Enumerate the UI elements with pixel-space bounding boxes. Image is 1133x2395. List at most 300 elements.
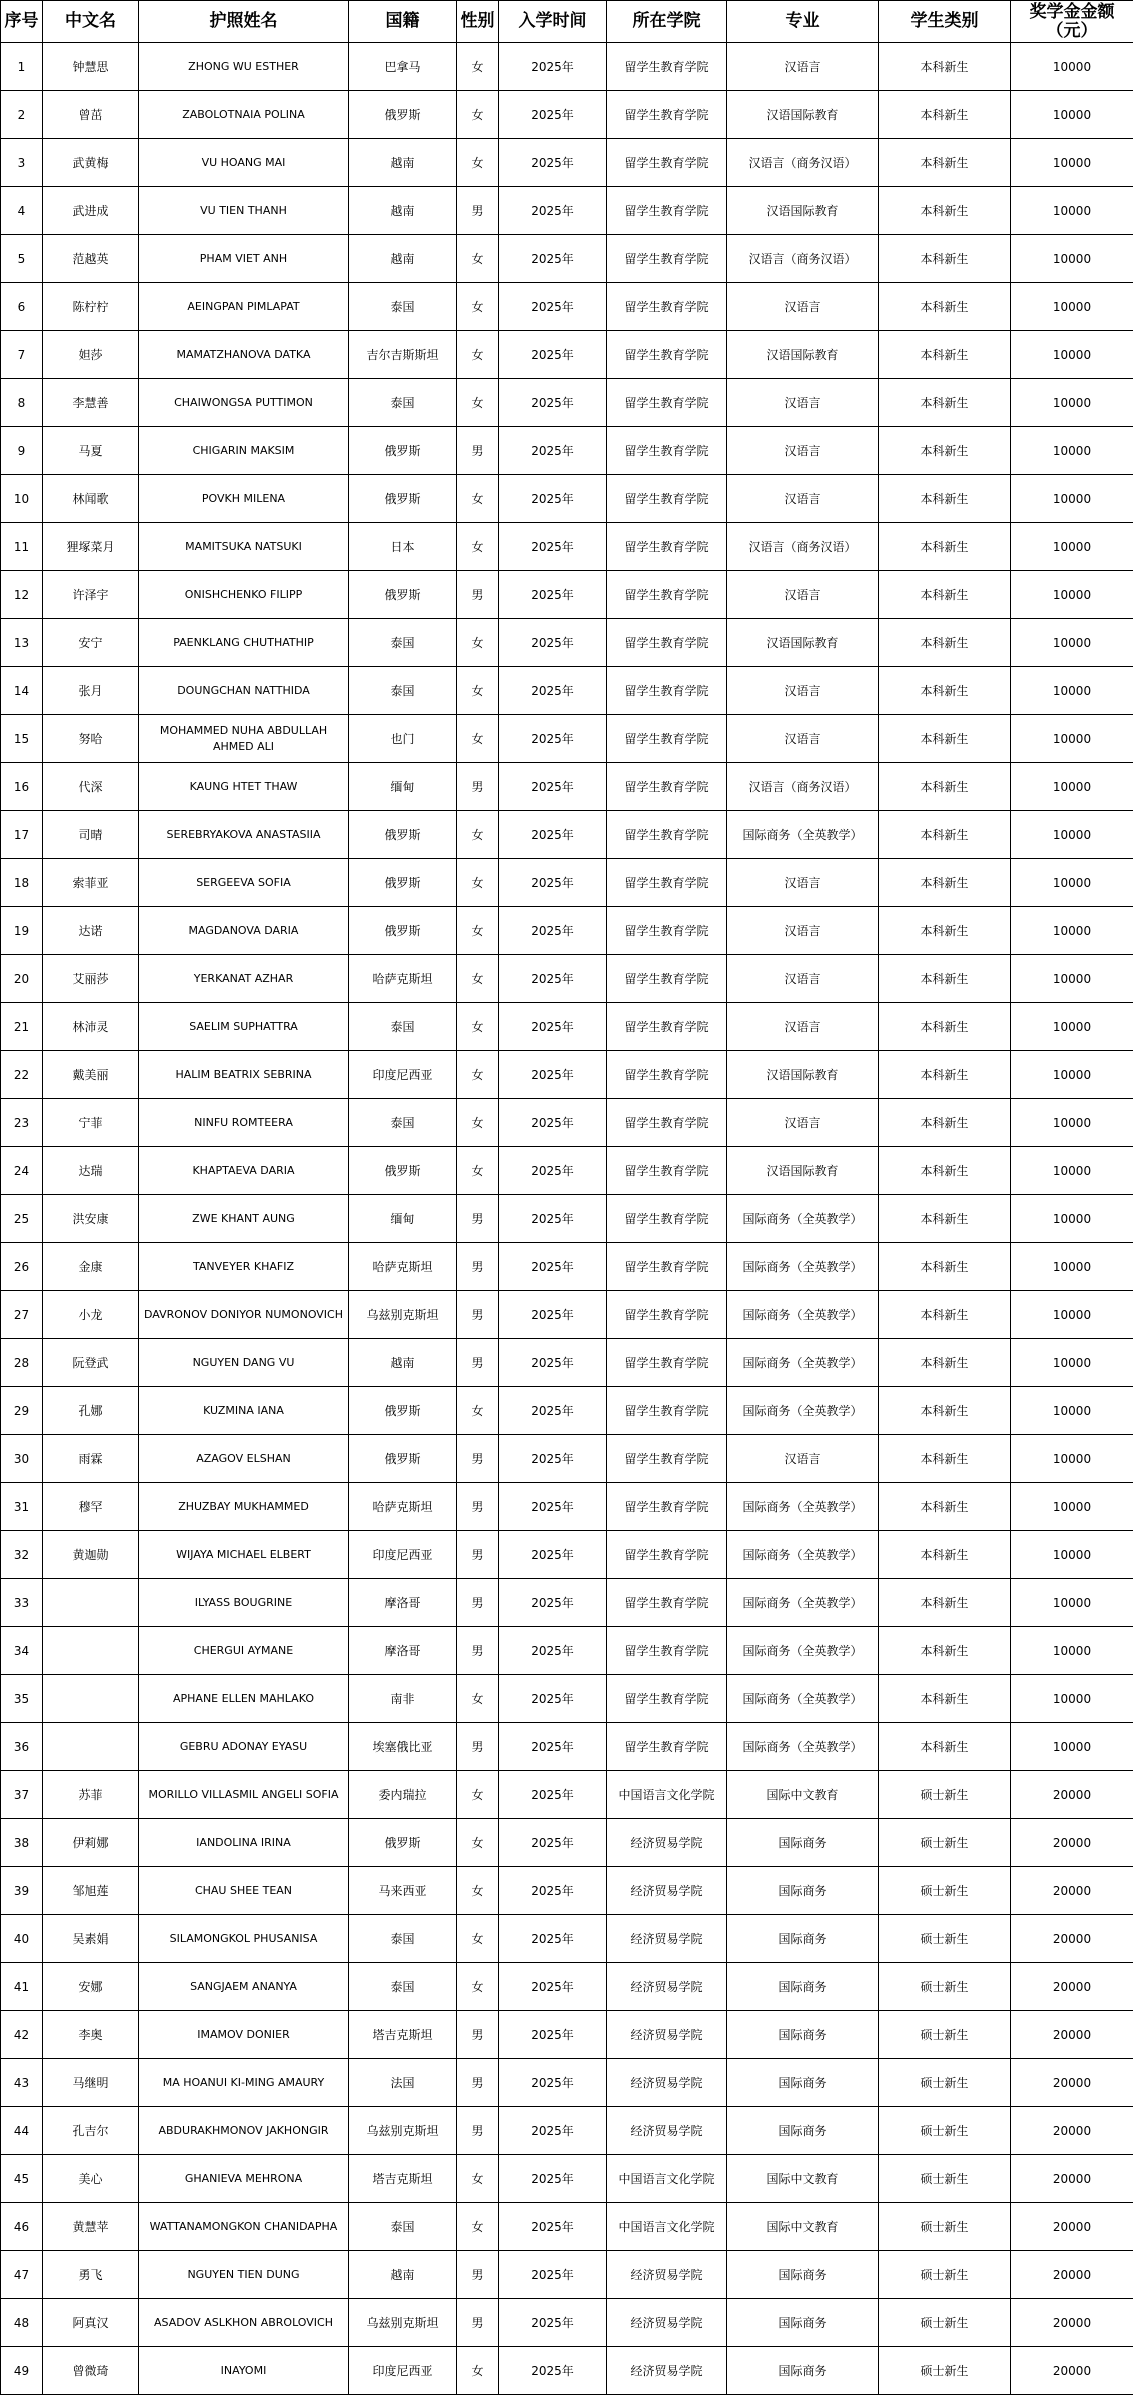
cell-college: 留学生教育学院 [607, 475, 727, 523]
cell-nationality: 越南 [349, 139, 457, 187]
cell-student-type: 本科新生 [879, 1291, 1011, 1339]
cell-passport-name: NGUYEN DANG VU [139, 1339, 349, 1387]
cell-student-type: 本科新生 [879, 1723, 1011, 1771]
cell-college: 经济贸易学院 [607, 2299, 727, 2347]
cell-chinese-name: 孔娜 [43, 1387, 139, 1435]
cell-amount: 20000 [1011, 2155, 1133, 2203]
cell-amount: 10000 [1011, 187, 1133, 235]
cell-enrollment: 2025年 [499, 2107, 607, 2155]
cell-nationality: 南非 [349, 1675, 457, 1723]
cell-gender: 女 [457, 283, 499, 331]
cell-amount: 20000 [1011, 2203, 1133, 2251]
cell-passport-name: CHIGARIN MAKSIM [139, 427, 349, 475]
cell-college: 留学生教育学院 [607, 523, 727, 571]
cell-enrollment: 2025年 [499, 1147, 607, 1195]
cell-college: 留学生教育学院 [607, 1483, 727, 1531]
cell-chinese-name: 安宁 [43, 619, 139, 667]
cell-amount: 20000 [1011, 2251, 1133, 2299]
cell-chinese-name [43, 1579, 139, 1627]
cell-enrollment: 2025年 [499, 2059, 607, 2107]
cell-student-type: 本科新生 [879, 907, 1011, 955]
cell-enrollment: 2025年 [499, 1675, 607, 1723]
cell-student-type: 本科新生 [879, 523, 1011, 571]
cell-gender: 男 [457, 427, 499, 475]
cell-index: 20 [1, 955, 43, 1003]
cell-chinese-name: 钟慧思 [43, 43, 139, 91]
cell-student-type: 本科新生 [879, 811, 1011, 859]
table-row [1, 2347, 1133, 2395]
cell-college: 留学生教育学院 [607, 571, 727, 619]
table-row [1, 571, 1133, 619]
cell-passport-name: VU TIEN THANH [139, 187, 349, 235]
cell-enrollment: 2025年 [499, 1339, 607, 1387]
cell-student-type: 硕士新生 [879, 2251, 1011, 2299]
cell-gender: 女 [457, 139, 499, 187]
cell-enrollment: 2025年 [499, 1387, 607, 1435]
cell-gender: 女 [457, 1867, 499, 1915]
cell-student-type: 硕士新生 [879, 1771, 1011, 1819]
table-row [1, 2011, 1133, 2059]
cell-nationality: 俄罗斯 [349, 811, 457, 859]
table-row [1, 1963, 1133, 2011]
cell-chinese-name: 洪安康 [43, 1195, 139, 1243]
cell-index: 21 [1, 1003, 43, 1051]
cell-amount: 20000 [1011, 1915, 1133, 1963]
table-row [1, 91, 1133, 139]
cell-enrollment: 2025年 [499, 235, 607, 283]
cell-amount: 20000 [1011, 1963, 1133, 2011]
cell-student-type: 硕士新生 [879, 2299, 1011, 2347]
cell-index: 27 [1, 1291, 43, 1339]
cell-enrollment: 2025年 [499, 1819, 607, 1867]
cell-student-type: 本科新生 [879, 1243, 1011, 1291]
cell-student-type: 本科新生 [879, 1051, 1011, 1099]
cell-student-type: 本科新生 [879, 1339, 1011, 1387]
cell-nationality: 乌兹别克斯坦 [349, 1291, 457, 1339]
cell-index: 38 [1, 1819, 43, 1867]
cell-major: 国际商务 [727, 2107, 879, 2155]
cell-major: 汉语国际教育 [727, 619, 879, 667]
cell-nationality: 巴拿马 [349, 43, 457, 91]
cell-index: 16 [1, 763, 43, 811]
cell-amount: 10000 [1011, 331, 1133, 379]
table-row [1, 427, 1133, 475]
cell-college: 经济贸易学院 [607, 1867, 727, 1915]
cell-gender: 男 [457, 187, 499, 235]
cell-amount: 10000 [1011, 811, 1133, 859]
cell-index: 37 [1, 1771, 43, 1819]
cell-student-type: 本科新生 [879, 187, 1011, 235]
cell-college: 留学生教育学院 [607, 91, 727, 139]
cell-major: 国际商务（全英教学） [727, 1387, 879, 1435]
header-chinese-name: 中文名 [43, 1, 139, 43]
cell-passport-name: KAUNG HTET THAW [139, 763, 349, 811]
cell-nationality: 俄罗斯 [349, 907, 457, 955]
cell-amount: 20000 [1011, 2347, 1133, 2395]
cell-enrollment: 2025年 [499, 2203, 607, 2251]
cell-nationality: 印度尼西亚 [349, 2347, 457, 2395]
cell-major: 汉语国际教育 [727, 1051, 879, 1099]
cell-chinese-name: 许泽宇 [43, 571, 139, 619]
cell-passport-name: CHERGUI AYMANE [139, 1627, 349, 1675]
cell-amount: 10000 [1011, 523, 1133, 571]
cell-gender: 男 [457, 1339, 499, 1387]
cell-student-type: 硕士新生 [879, 2107, 1011, 2155]
cell-nationality: 吉尔吉斯斯坦 [349, 331, 457, 379]
cell-amount: 10000 [1011, 1147, 1133, 1195]
cell-chinese-name: 苏菲 [43, 1771, 139, 1819]
cell-amount: 20000 [1011, 2299, 1133, 2347]
cell-college: 留学生教育学院 [607, 811, 727, 859]
cell-gender: 男 [457, 2299, 499, 2347]
table-row [1, 1723, 1133, 1771]
header-college: 所在学院 [607, 1, 727, 43]
cell-chinese-name: 宁菲 [43, 1099, 139, 1147]
cell-passport-name: INAYOMI [139, 2347, 349, 2395]
cell-nationality: 埃塞俄比亚 [349, 1723, 457, 1771]
cell-nationality: 法国 [349, 2059, 457, 2107]
cell-student-type: 本科新生 [879, 331, 1011, 379]
cell-major: 汉语国际教育 [727, 331, 879, 379]
cell-nationality: 印度尼西亚 [349, 1531, 457, 1579]
cell-chinese-name [43, 1627, 139, 1675]
cell-enrollment: 2025年 [499, 1099, 607, 1147]
cell-college: 中国语言文化学院 [607, 1771, 727, 1819]
cell-enrollment: 2025年 [499, 1723, 607, 1771]
cell-gender: 男 [457, 1723, 499, 1771]
table-row [1, 235, 1133, 283]
cell-college: 留学生教育学院 [607, 427, 727, 475]
cell-student-type: 硕士新生 [879, 2203, 1011, 2251]
cell-index: 25 [1, 1195, 43, 1243]
cell-college: 经济贸易学院 [607, 1819, 727, 1867]
cell-major: 国际商务（全英教学） [727, 1483, 879, 1531]
cell-index: 46 [1, 2203, 43, 2251]
cell-enrollment: 2025年 [499, 2347, 607, 2395]
cell-gender: 女 [457, 1819, 499, 1867]
cell-college: 留学生教育学院 [607, 1675, 727, 1723]
cell-nationality: 越南 [349, 1339, 457, 1387]
cell-index: 9 [1, 427, 43, 475]
cell-passport-name: SERGEEVA SOFIA [139, 859, 349, 907]
cell-student-type: 本科新生 [879, 283, 1011, 331]
cell-college: 留学生教育学院 [607, 1003, 727, 1051]
cell-chinese-name: 马继明 [43, 2059, 139, 2107]
cell-enrollment: 2025年 [499, 955, 607, 1003]
cell-index: 48 [1, 2299, 43, 2347]
cell-nationality: 泰国 [349, 619, 457, 667]
table-row [1, 715, 1133, 763]
cell-index: 2 [1, 91, 43, 139]
cell-nationality: 塔吉克斯坦 [349, 2011, 457, 2059]
cell-major: 国际商务 [727, 2251, 879, 2299]
cell-gender: 男 [457, 1579, 499, 1627]
cell-index: 23 [1, 1099, 43, 1147]
cell-nationality: 塔吉克斯坦 [349, 2155, 457, 2203]
cell-index: 28 [1, 1339, 43, 1387]
cell-gender: 男 [457, 1531, 499, 1579]
cell-student-type: 本科新生 [879, 379, 1011, 427]
cell-enrollment: 2025年 [499, 1243, 607, 1291]
cell-student-type: 本科新生 [879, 475, 1011, 523]
cell-gender: 女 [457, 2203, 499, 2251]
cell-passport-name: TANVEYER KHAFIZ [139, 1243, 349, 1291]
cell-enrollment: 2025年 [499, 1627, 607, 1675]
cell-chinese-name: 武进成 [43, 187, 139, 235]
cell-passport-name: GEBRU ADONAY EYASU [139, 1723, 349, 1771]
cell-gender: 女 [457, 955, 499, 1003]
cell-enrollment: 2025年 [499, 1003, 607, 1051]
cell-nationality: 泰国 [349, 1099, 457, 1147]
cell-passport-name: ZABOLOTNAIA POLINA [139, 91, 349, 139]
cell-gender: 男 [457, 1483, 499, 1531]
cell-passport-name: SANGJAEM ANANYA [139, 1963, 349, 2011]
cell-student-type: 硕士新生 [879, 2059, 1011, 2107]
cell-college: 留学生教育学院 [607, 1531, 727, 1579]
cell-major: 汉语言（商务汉语） [727, 139, 879, 187]
cell-amount: 10000 [1011, 1003, 1133, 1051]
cell-amount: 10000 [1011, 1243, 1133, 1291]
cell-chinese-name: 曾微琦 [43, 2347, 139, 2395]
cell-amount: 20000 [1011, 1867, 1133, 1915]
cell-chinese-name: 吴素娟 [43, 1915, 139, 1963]
cell-enrollment: 2025年 [499, 283, 607, 331]
table-row [1, 1387, 1133, 1435]
cell-enrollment: 2025年 [499, 1963, 607, 2011]
table-row [1, 2299, 1133, 2347]
cell-amount: 10000 [1011, 1627, 1133, 1675]
cell-major: 国际商务（全英教学） [727, 1531, 879, 1579]
cell-major: 国际中文教育 [727, 2203, 879, 2251]
cell-nationality: 摩洛哥 [349, 1579, 457, 1627]
cell-college: 留学生教育学院 [607, 1243, 727, 1291]
cell-gender: 女 [457, 475, 499, 523]
cell-major: 汉语言 [727, 1099, 879, 1147]
cell-amount: 10000 [1011, 1195, 1133, 1243]
cell-chinese-name: 戴美丽 [43, 1051, 139, 1099]
table-row [1, 2107, 1133, 2155]
cell-nationality: 哈萨克斯坦 [349, 1243, 457, 1291]
cell-amount: 10000 [1011, 1435, 1133, 1483]
cell-college: 留学生教育学院 [607, 379, 727, 427]
cell-college: 中国语言文化学院 [607, 2155, 727, 2203]
cell-gender: 女 [457, 2155, 499, 2203]
cell-passport-name: AZAGOV ELSHAN [139, 1435, 349, 1483]
cell-major: 国际商务 [727, 1867, 879, 1915]
header-passport-name: 护照姓名 [139, 1, 349, 43]
cell-amount: 10000 [1011, 955, 1133, 1003]
table-body [1, 43, 1133, 2395]
cell-amount: 10000 [1011, 859, 1133, 907]
cell-passport-name: NGUYEN TIEN DUNG [139, 2251, 349, 2299]
table-row [1, 1051, 1133, 1099]
cell-gender: 男 [457, 1195, 499, 1243]
table-row [1, 331, 1133, 379]
table-row [1, 379, 1133, 427]
cell-amount: 10000 [1011, 475, 1133, 523]
cell-amount: 10000 [1011, 1339, 1133, 1387]
cell-passport-name: ZWE KHANT AUNG [139, 1195, 349, 1243]
table-row [1, 763, 1133, 811]
cell-nationality: 俄罗斯 [349, 1387, 457, 1435]
cell-student-type: 本科新生 [879, 619, 1011, 667]
cell-enrollment: 2025年 [499, 1579, 607, 1627]
cell-passport-name: VU HOANG MAI [139, 139, 349, 187]
table-row [1, 43, 1133, 91]
cell-passport-name: ONISHCHENKO FILIPP [139, 571, 349, 619]
cell-major: 国际中文教育 [727, 1771, 879, 1819]
cell-chinese-name: 勇飞 [43, 2251, 139, 2299]
cell-gender: 男 [457, 571, 499, 619]
cell-student-type: 硕士新生 [879, 2347, 1011, 2395]
cell-college: 留学生教育学院 [607, 331, 727, 379]
cell-college: 中国语言文化学院 [607, 2203, 727, 2251]
header-student-type: 学生类别 [879, 1, 1011, 43]
cell-gender: 男 [457, 763, 499, 811]
cell-gender: 男 [457, 1435, 499, 1483]
cell-passport-name: KUZMINA IANA [139, 1387, 349, 1435]
cell-enrollment: 2025年 [499, 2251, 607, 2299]
cell-nationality: 哈萨克斯坦 [349, 955, 457, 1003]
cell-major: 国际商务 [727, 1963, 879, 2011]
cell-enrollment: 2025年 [499, 523, 607, 571]
cell-chinese-name: 阮登武 [43, 1339, 139, 1387]
cell-enrollment: 2025年 [499, 91, 607, 139]
header-major: 专业 [727, 1, 879, 43]
cell-gender: 女 [457, 235, 499, 283]
cell-nationality: 摩洛哥 [349, 1627, 457, 1675]
cell-amount: 20000 [1011, 2011, 1133, 2059]
cell-major: 国际商务（全英教学） [727, 1243, 879, 1291]
cell-nationality: 俄罗斯 [349, 475, 457, 523]
cell-index: 41 [1, 1963, 43, 2011]
cell-gender: 男 [457, 1291, 499, 1339]
cell-college: 留学生教育学院 [607, 955, 727, 1003]
cell-student-type: 本科新生 [879, 1195, 1011, 1243]
cell-nationality: 越南 [349, 2251, 457, 2299]
cell-passport-name: DAVRONOV DONIYOR NUMONOVICH [139, 1291, 349, 1339]
cell-nationality: 俄罗斯 [349, 1435, 457, 1483]
cell-major: 国际商务（全英教学） [727, 1627, 879, 1675]
header-scholarship-amount: 奖学金金额（元） [1011, 1, 1133, 43]
cell-index: 32 [1, 1531, 43, 1579]
cell-chinese-name: 武黄梅 [43, 139, 139, 187]
cell-chinese-name: 伊莉娜 [43, 1819, 139, 1867]
cell-index: 30 [1, 1435, 43, 1483]
cell-nationality: 印度尼西亚 [349, 1051, 457, 1099]
cell-passport-name: WATTANAMONGKON CHANIDAPHA [139, 2203, 349, 2251]
cell-major: 汉语言（商务汉语） [727, 523, 879, 571]
cell-college: 留学生教育学院 [607, 667, 727, 715]
cell-index: 14 [1, 667, 43, 715]
cell-amount: 20000 [1011, 1819, 1133, 1867]
cell-amount: 10000 [1011, 1531, 1133, 1579]
cell-passport-name: IANDOLINA IRINA [139, 1819, 349, 1867]
cell-amount: 10000 [1011, 43, 1133, 91]
cell-amount: 10000 [1011, 1051, 1133, 1099]
cell-gender: 男 [457, 2251, 499, 2299]
cell-enrollment: 2025年 [499, 187, 607, 235]
cell-nationality: 泰国 [349, 667, 457, 715]
cell-major: 汉语言 [727, 1003, 879, 1051]
cell-gender: 女 [457, 2347, 499, 2395]
cell-college: 留学生教育学院 [607, 1291, 727, 1339]
cell-chinese-name: 邹旭莲 [43, 1867, 139, 1915]
table-row [1, 1531, 1133, 1579]
cell-index: 15 [1, 715, 43, 763]
cell-chinese-name: 安娜 [43, 1963, 139, 2011]
cell-major: 汉语言 [727, 43, 879, 91]
cell-index: 12 [1, 571, 43, 619]
cell-nationality: 泰国 [349, 1003, 457, 1051]
table-row [1, 1003, 1133, 1051]
cell-major: 汉语国际教育 [727, 187, 879, 235]
cell-student-type: 硕士新生 [879, 1819, 1011, 1867]
cell-amount: 10000 [1011, 571, 1133, 619]
cell-enrollment: 2025年 [499, 1771, 607, 1819]
cell-index: 36 [1, 1723, 43, 1771]
cell-index: 1 [1, 43, 43, 91]
table-row [1, 1627, 1133, 1675]
cell-major: 国际商务（全英教学） [727, 1579, 879, 1627]
cell-major: 汉语言 [727, 859, 879, 907]
table-row [1, 475, 1133, 523]
cell-enrollment: 2025年 [499, 1291, 607, 1339]
cell-major: 国际商务 [727, 2347, 879, 2395]
cell-amount: 10000 [1011, 235, 1133, 283]
cell-amount: 20000 [1011, 2107, 1133, 2155]
cell-chinese-name: 孔吉尔 [43, 2107, 139, 2155]
cell-amount: 10000 [1011, 283, 1133, 331]
cell-chinese-name: 阿真汉 [43, 2299, 139, 2347]
cell-student-type: 本科新生 [879, 1627, 1011, 1675]
cell-student-type: 本科新生 [879, 1003, 1011, 1051]
cell-amount: 10000 [1011, 1579, 1133, 1627]
cell-student-type: 本科新生 [879, 1531, 1011, 1579]
cell-major: 国际商务 [727, 2011, 879, 2059]
cell-gender: 男 [457, 2107, 499, 2155]
cell-passport-name: ABDURAKHMONOV JAKHONGIR [139, 2107, 349, 2155]
cell-college: 经济贸易学院 [607, 2059, 727, 2107]
cell-student-type: 本科新生 [879, 1435, 1011, 1483]
cell-index: 19 [1, 907, 43, 955]
cell-major: 汉语言 [727, 475, 879, 523]
cell-index: 40 [1, 1915, 43, 1963]
table-row [1, 1771, 1133, 1819]
cell-passport-name: PAENKLANG CHUTHATHIP [139, 619, 349, 667]
cell-nationality: 泰国 [349, 1915, 457, 1963]
cell-major: 汉语言 [727, 427, 879, 475]
cell-index: 13 [1, 619, 43, 667]
cell-major: 汉语言 [727, 715, 879, 763]
cell-enrollment: 2025年 [499, 1195, 607, 1243]
cell-major: 国际商务 [727, 1819, 879, 1867]
cell-college: 留学生教育学院 [607, 187, 727, 235]
cell-student-type: 本科新生 [879, 1099, 1011, 1147]
cell-amount: 10000 [1011, 1387, 1133, 1435]
cell-chinese-name: 马夏 [43, 427, 139, 475]
cell-amount: 10000 [1011, 379, 1133, 427]
cell-enrollment: 2025年 [499, 427, 607, 475]
cell-nationality: 俄罗斯 [349, 91, 457, 139]
cell-amount: 10000 [1011, 1483, 1133, 1531]
cell-chinese-name: 努哈 [43, 715, 139, 763]
table-row [1, 1579, 1133, 1627]
cell-major: 国际商务（全英教学） [727, 1195, 879, 1243]
cell-nationality: 俄罗斯 [349, 1819, 457, 1867]
table-row [1, 1675, 1133, 1723]
cell-major: 国际商务 [727, 2299, 879, 2347]
